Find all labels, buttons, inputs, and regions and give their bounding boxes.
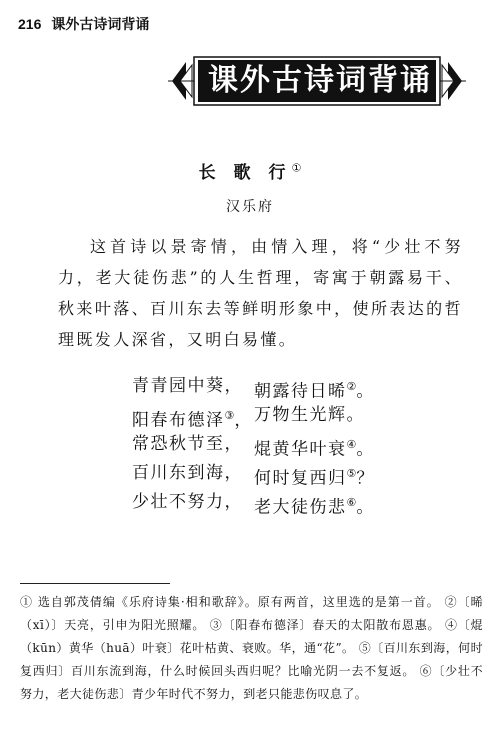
footnote-mark: ⑥ (346, 496, 357, 509)
poem-line-right: 万物生光辉。 (254, 405, 365, 425)
footnote-mark: ③ (224, 409, 235, 422)
poem-line-left: 阳春布德泽③， (132, 409, 253, 431)
footnote-mark: ② (346, 380, 357, 393)
footnote-mark: ④ (346, 438, 357, 451)
poem-line-right: 焜黄华叶衰④。 (254, 438, 375, 460)
banner-title: 课外古诗词背诵 (208, 63, 432, 98)
poem-line-left: 少壮不努力， (132, 492, 243, 512)
poem-line-left: 青青园中葵， (132, 376, 243, 396)
poem-line (132, 459, 432, 488)
poem-line-right: 老大徒伤悲⑥。 (254, 496, 375, 518)
poem-body (132, 372, 432, 517)
footnote-mark: ⑤ (346, 467, 357, 480)
poem-introduction (58, 231, 463, 355)
footnote-text: ① 选自郭茂倩编《乐府诗集·相和歌辞》。原有两首，这里选的是第一首。 ②〔晞（xī）〕天亮，引申为阳光照耀。 ③〔阳春布德泽〕春天的太阳散布恩惠。 ④〔焜（kūn）黄华（huā）叶衰〕花叶枯黄、衰败。华，通“花”。 ⑤〔百川东到海，何时复西归〕百川东流到海，什么时候回头西归呢？比喻光阴一去不复返。 ⑥〔少壮不努力，老大徒伤悲〕青少年时代不努力，到老只能悲伤叹息了。 (20, 595, 483, 701)
poem-line-left: 常恐秋节至， (132, 434, 243, 454)
poem-line (132, 372, 432, 401)
poem-author: 汉乐府 (226, 199, 274, 215)
poem-line (132, 430, 432, 459)
running-title: 课外古诗词背诵 (51, 17, 150, 33)
poem-line-right: 何时复西归⑤？ (254, 467, 375, 489)
section-banner (168, 52, 466, 110)
page-number: 216 (18, 16, 42, 32)
poem-line (132, 401, 432, 430)
footnote-divider (20, 583, 170, 584)
poem-line-left: 百川东到海， (132, 463, 243, 483)
poem-line-right: 朝露待日晞②。 (254, 380, 375, 402)
footnotes (20, 591, 483, 706)
page-header (18, 14, 482, 34)
poem-title-text: 长 歌 行 (198, 163, 292, 183)
poem-title-footnote-mark: ① (291, 161, 302, 175)
intro-paragraph: 这首诗以景寄情，由情入理，将“少壮不努力，老大徒伤悲”的人生哲理，寄寓于朝露易干、秋来叶落、百川东去等鲜明形象中，使所表达的哲理既发人深省，又明白易懂。 (58, 237, 463, 349)
poem-title (0, 158, 500, 183)
poem-line (132, 488, 432, 517)
